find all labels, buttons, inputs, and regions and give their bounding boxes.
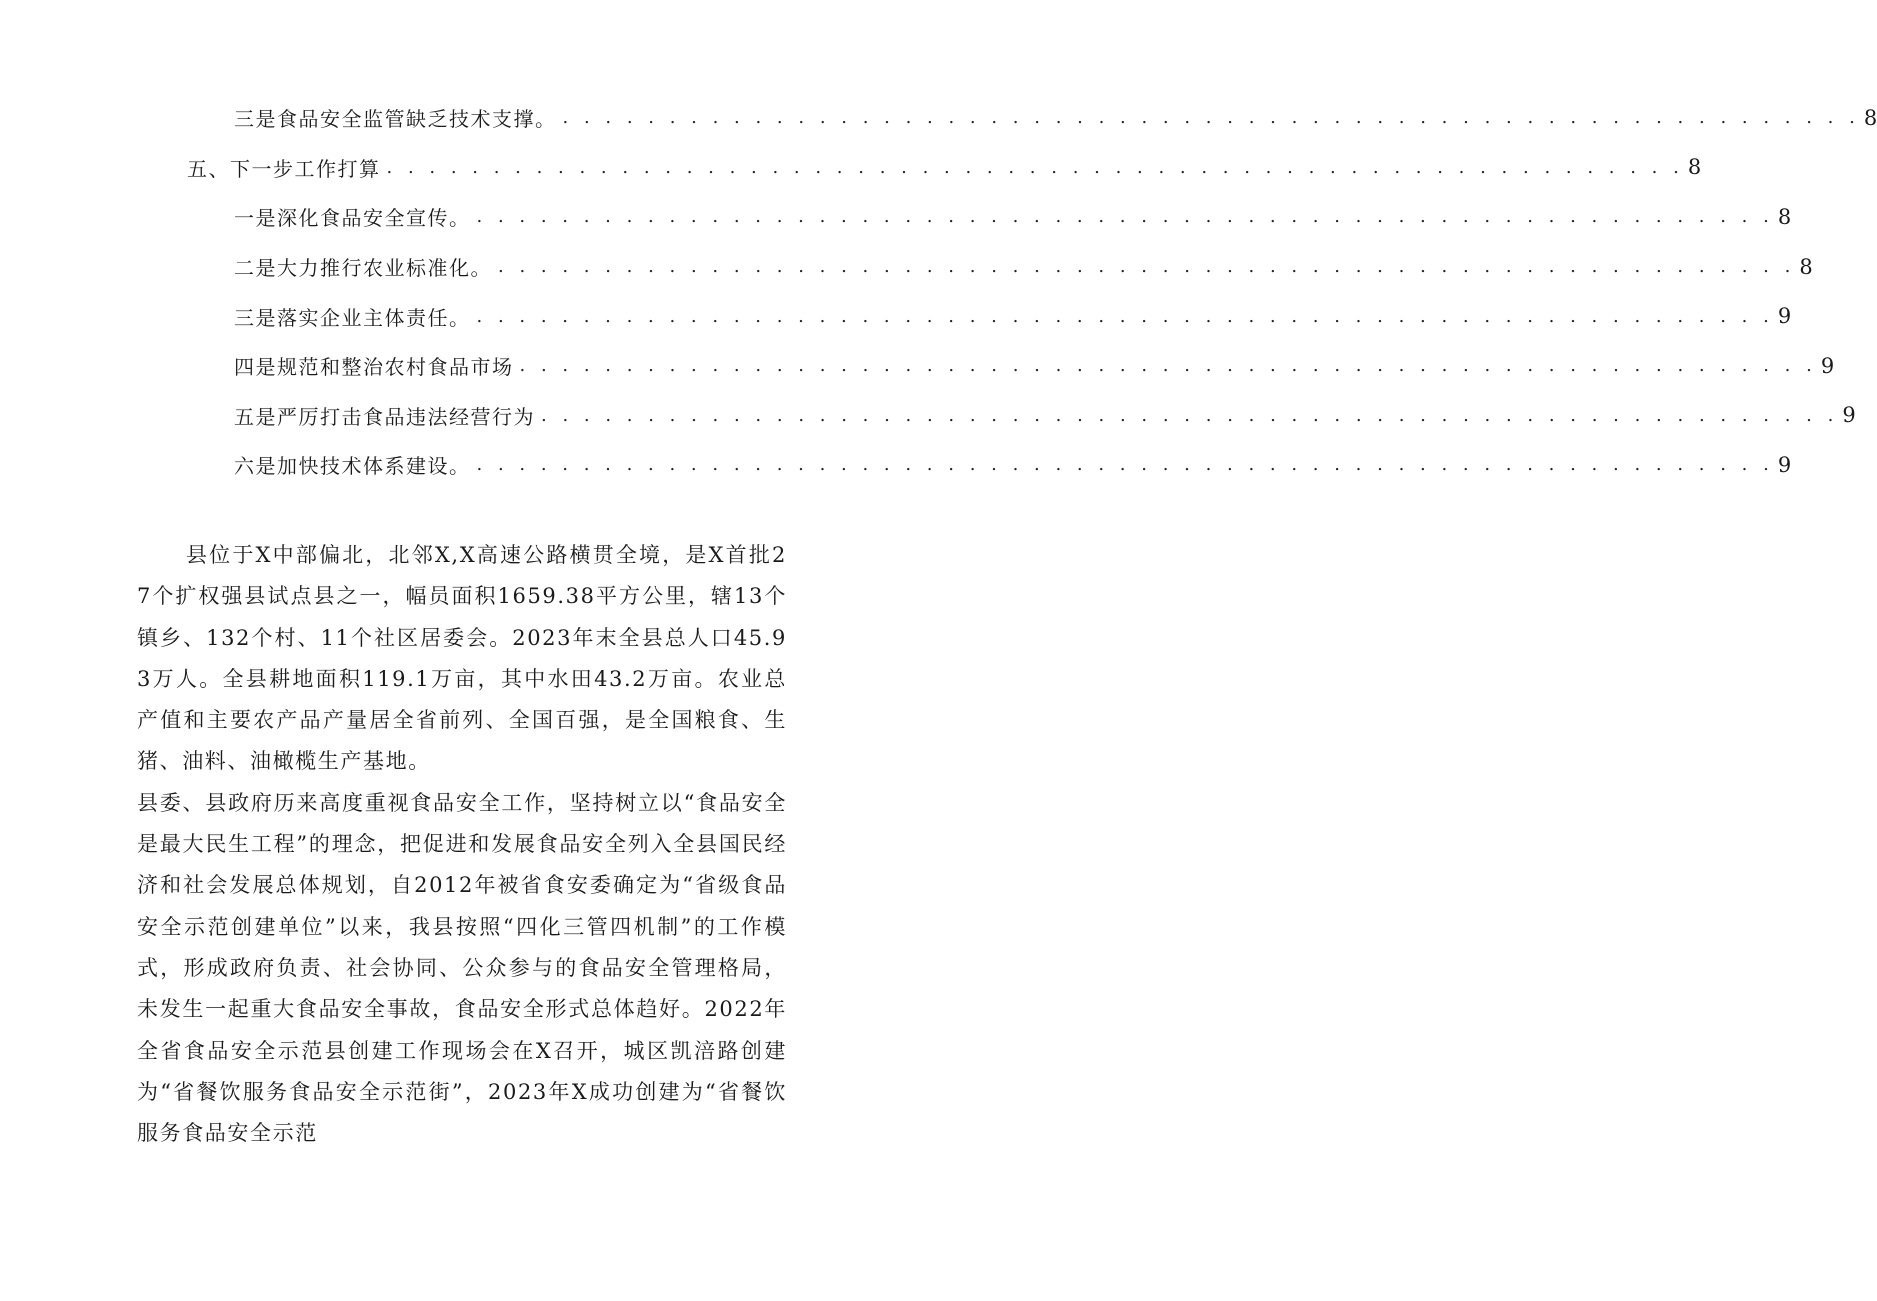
table-of-contents [0, 93, 1877, 490]
toc-leader-dots: . . . . . . . . . . . . . . . . . . . . . . . . . . . . . . . . . . . . . . . . . . . . . . . . . . . . . . . . . . . . . [476, 305, 1774, 327]
toc-leader-dots: . . . . . . . . . . . . . . . . . . . . . . . . . . . . . . . . . . . . . . . . . . . . . . . . . . . . . . . . . . . . . [386, 156, 1684, 178]
toc-page-number: 8 [1687, 155, 1702, 180]
toc-entry[interactable] [0, 192, 1792, 242]
toc-entry[interactable] [0, 242, 1813, 292]
toc-entry[interactable] [0, 291, 1792, 341]
toc-leader-dots: . . . . . . . . . . . . . . . . . . . . . . . . . . . . . . . . . . . . . . . . . . . . . . . . . . . . . . . . . . . . . [498, 256, 1796, 278]
toc-entry[interactable] [0, 93, 1877, 143]
toc-leader-dots: . . . . . . . . . . . . . . . . . . . . . . . . . . . . . . . . . . . . . . . . . . . . . . . . . . . . . . . . . . . . . [476, 206, 1774, 228]
toc-entry-text: 五、下一步工作打算 [187, 156, 381, 181]
toc-entry-text: 六是加快技术体系建设。 [234, 454, 471, 479]
toc-page-number: 9 [1842, 403, 1856, 428]
toc-entry-text: 四是规范和整治农村食品市场 [234, 355, 514, 380]
toc-entry[interactable] [0, 440, 1792, 490]
toc-page-number: 9 [1777, 452, 1792, 477]
toc-page-number: 9 [1777, 304, 1792, 329]
toc-page-number: 8 [1799, 254, 1813, 279]
toc-entry[interactable] [0, 143, 1702, 193]
toc-page-number: 8 [1863, 105, 1877, 130]
toc-leader-dots: . . . . . . . . . . . . . . . . . . . . . . . . . . . . . . . . . . . . . . . . . . . . . . . . . . . . . . . . . . . . . [519, 355, 1817, 377]
toc-leader-dots: . . . . . . . . . . . . . . . . . . . . . . . . . . . . . . . . . . . . . . . . . . . . . . . . . . . . . . . . . . . . . [541, 404, 1839, 426]
toc-entry-text: 三是食品安全监管缺乏技术支撑。 [234, 107, 557, 132]
toc-entry[interactable] [0, 391, 1856, 441]
body-paragraph: 县委、县政府历来高度重视食品安全工作，坚持树立以“食品安全是最大民生工程”的理念，把促进和发展食品安全列入全县国民经济和社会发展总体规划，自2012年被省食安委确定为“省级食品安全示范创建单位”以来，我县按照“四化三管四机制”的工作模式，形成政府负责、社会协同、公众参与的食品安全管理格局，未发生一起重大食品安全事故，食品安全形式总体趋好。2022年全省食品安全示范县创建工作现场会在X召开，城区凯涪路创建为“省餐饮服务食品安全示范街”，2023年X成功创建为“省餐饮服务食品安全示范 [137, 790, 787, 1146]
toc-entry-text: 一是深化食品安全宣传。 [234, 206, 471, 231]
toc-entry[interactable] [0, 341, 1835, 391]
body-paragraph: 县位于X中部偏北，北邻X,X高速公路横贯全境，是X首批27个扩权强县试点县之一，幅员面积1659.38平方公里，辖13个镇乡、132个村、11个社区居委会。2023年末全县总人口45.93万人。全县耕地面积119.1万亩，其中水田43.2万亩。农业总产值和主要农产品产量居全省前列、全国百强，是全国粮食、生猪、油料、油橄榄生产基地。 [137, 543, 787, 774]
toc-entry-text: 五是严厉打击食品违法经营行为 [234, 404, 535, 429]
document-body [137, 535, 787, 1154]
toc-leader-dots: . . . . . . . . . . . . . . . . . . . . . . . . . . . . . . . . . . . . . . . . . . . . . . . . . . . . . . . . . . . . . [562, 107, 1860, 129]
toc-leader-dots: . . . . . . . . . . . . . . . . . . . . . . . . . . . . . . . . . . . . . . . . . . . . . . . . . . . . . . . . . . . . . [476, 454, 1774, 476]
toc-page-number: 9 [1820, 353, 1835, 378]
toc-entry-text: 二是大力推行农业标准化。 [234, 256, 492, 281]
toc-page-number: 8 [1777, 204, 1792, 229]
toc-entry-text: 三是落实企业主体责任。 [234, 305, 471, 330]
